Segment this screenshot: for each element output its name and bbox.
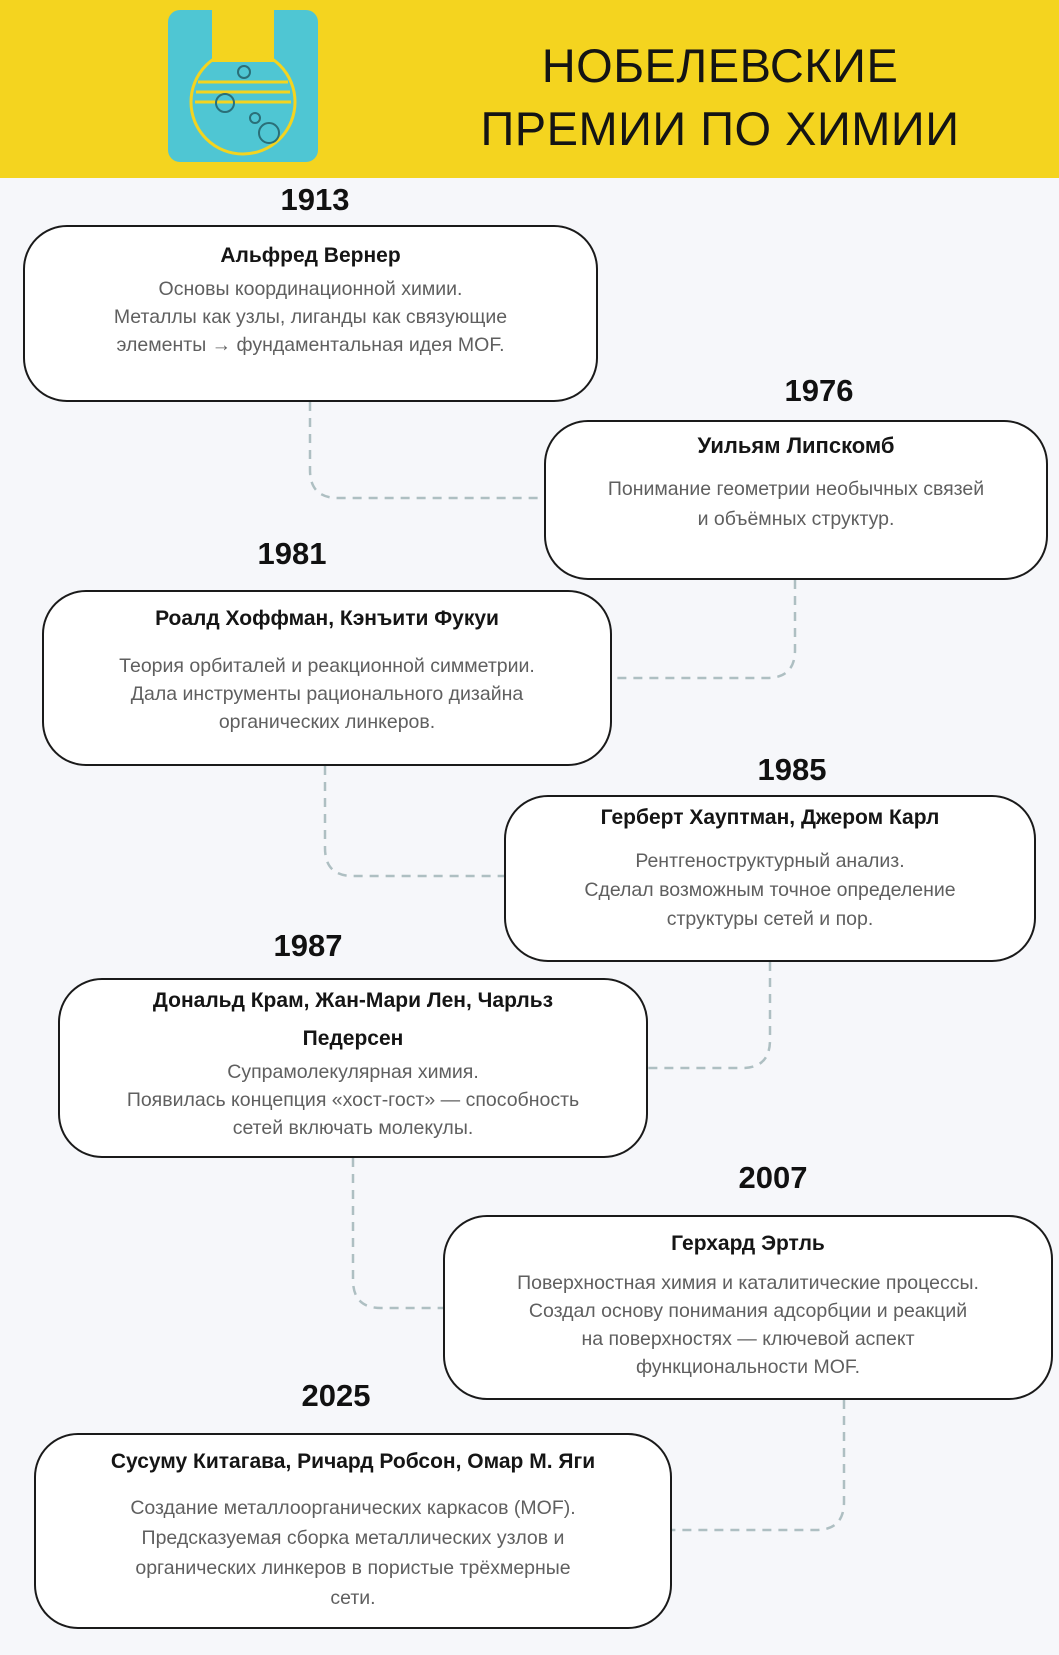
laureate-names: Альфред Вернер <box>220 244 401 267</box>
page-title-line: ПРЕМИИ ПО ХИМИИ <box>480 102 960 155</box>
description-line: Сделал возможным точное определение <box>584 879 956 901</box>
prize-description <box>60 1058 646 1142</box>
prize-description <box>36 1493 670 1613</box>
year-label: 2025 <box>301 1378 371 1413</box>
description-line: Поверхностная химия и каталитические процессы. <box>517 1272 979 1294</box>
timeline-card <box>23 225 598 402</box>
year-label: 1987 <box>273 928 343 963</box>
description-line: Дала инструменты рационального дизайна <box>130 683 524 705</box>
description-line: сетей включать молекулы. <box>232 1117 474 1139</box>
description-line: структуры сетей и пор. <box>666 908 874 930</box>
timeline-card <box>58 978 648 1158</box>
laureate-names: Сусуму Китагава, Ричард Робсон, Омар М. Яги <box>110 1450 596 1473</box>
description-line: Теория орбиталей и реакционной симметрии. <box>119 655 535 677</box>
year-label: 1985 <box>757 752 827 787</box>
laureate-names: Дональд Крам, Жан-Мари Лен, Чарльз Педерсен <box>152 989 554 1050</box>
description-line: элементы → фундаментальная идея MOF. <box>116 334 505 356</box>
timeline-card <box>504 795 1036 962</box>
prize-description <box>546 474 1046 534</box>
prize-description <box>445 1269 1051 1381</box>
description-line: функциональности MOF. <box>635 1356 861 1378</box>
description-line: Рентгеноструктурный анализ. <box>635 850 905 872</box>
description-line: сети. <box>330 1587 376 1609</box>
page-title-line: НОБЕЛЕВСКИЕ <box>541 39 899 92</box>
description-line: Создание металлоорганических каркасов (MOF). <box>130 1497 576 1519</box>
year-label: 2007 <box>738 1160 808 1195</box>
description-line: и объёмных структур. <box>697 508 895 530</box>
connector-2007-2025 <box>672 1400 844 1530</box>
timeline-card <box>544 420 1048 580</box>
description-line: Создал основу понимания адсорбции и реакций <box>528 1300 968 1322</box>
prize-description <box>25 275 596 359</box>
timeline-card <box>34 1433 672 1629</box>
year-label: 1913 <box>280 182 350 217</box>
description-line: органических линкеров. <box>218 711 436 733</box>
description-line: Предсказуемая сборка металлических узлов и <box>141 1527 565 1549</box>
connector-1981-1985 <box>325 766 505 876</box>
description-line: Появилась концепция «хост-гост» — способность <box>126 1089 580 1111</box>
laureate-names: Роалд Хоффман, Кэнъити Фукуи <box>155 607 499 630</box>
description-line: органических линкеров в пористые трёхмерные <box>135 1557 571 1579</box>
connector-1985-1987 <box>647 962 770 1068</box>
description-line: Супрамолекулярная химия. <box>227 1061 479 1083</box>
laureate-names: Уильям Липскомб <box>697 433 895 458</box>
connector-1913-1976 <box>310 402 546 498</box>
description-line: на поверхностях — ключевой аспект <box>581 1328 915 1350</box>
laureate-names: Герхард Эртль <box>671 1232 825 1255</box>
connector-1987-2007 <box>353 1158 444 1308</box>
description-line: Металлы как узлы, лиганды как связующие <box>113 306 508 328</box>
description-line: Понимание геометрии необычных связей <box>607 478 985 500</box>
laureate-names: Герберт Хауптман, Джером Карл <box>600 806 940 829</box>
timeline-card <box>443 1215 1053 1400</box>
connector-1976-1981 <box>612 580 795 678</box>
prize-description <box>506 847 1034 934</box>
prize-description <box>44 652 610 736</box>
timeline-card <box>42 590 612 766</box>
year-label: 1976 <box>784 373 854 408</box>
year-label: 1981 <box>257 536 327 571</box>
description-line: Основы координационной химии. <box>158 278 463 300</box>
